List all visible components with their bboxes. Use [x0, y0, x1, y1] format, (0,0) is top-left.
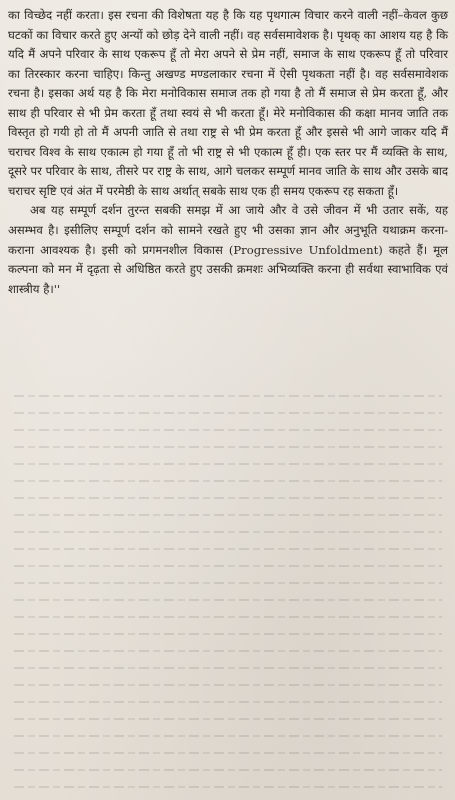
paragraph-1: का विच्छेद नहीं करता। इस रचना की विशेषता यह है कि यह पृथगात्म विचार करने वाली नहीं–केवल कुछ घटकों का विचार करते हुए अन्यों को छोड़ देने वाली नहीं। वह सर्वसमावेशक है। पृथक् का आशय यह है कि यदि मैं अपने परिवार के साथ एकरूप हूँ तो मेरा अपने से प्रेम नहीं, समाज के साथ एकरूप हूँ तो परिवार का तिरस्कार करना चाहिए। किन्तु अखण्ड मण्डलाकार रचना में ऐसी पृथकता नहीं है। वह सर्वसमावेशक रचना है। इसका अर्थ यह है कि मेरा मनोविकास समाज तक हो गया है तो मैं समाज से प्रेम करता हूँ, और साथ ही परिवार से भी प्रेम करता हूँ तथा स्वयं से भी करता हूँ। मेरे मनोविकास की कक्षा मानव जाति तक विस्तृत हो गयी हो तो मैं अपनी जाति से तथा राष्ट्र से भी प्रेम करता हूँ और इससे भी आगे जाकर यदि मैं चराचर विश्व के साथ एकात्म हो गया हूँ तो भी राष्ट्र से भी एकात्म हूँ ही। एक स्तर पर मैं व्यक्ति के साथ, दूसरे पर परिवार के साथ, तीसरे पर राष्ट्र के साथ, आगे चलकर सम्पूर्ण मानव जाति के साथ और उसके बाद चराचर सृष्टि एवं अंत में परमेष्ठी के साथ अर्थात् सबके साथ एक ही समय एकरूप रह सकता हूँ।: [8, 8, 448, 198]
paragraph-2: अब यह सम्पूर्ण दर्शन तुरन्त सबकी समझ में आ जाये और वे उसे जीवन में भी उतार सकें, यह असम्भव है। इसीलिए सम्पूर्ण दर्शन को सामने रखते हुए भी उसका ज्ञान और अनुभूति यथाक्रम करना-कराना आवश्यक है। इसी को प्रगमनशील विकास (Progressive Unfoldment) कहते हैं। मूल कल्पना को मन में दृढ़ता से अधिष्ठित करते हुए उसकी क्रमशः अभिव्यक्ति करना ही सर्वथा स्वाभाविक एवं शास्त्रीय है।'': [8, 203, 448, 296]
bleed-through-texture: [14, 380, 442, 785]
body-text: [8, 6, 448, 299]
